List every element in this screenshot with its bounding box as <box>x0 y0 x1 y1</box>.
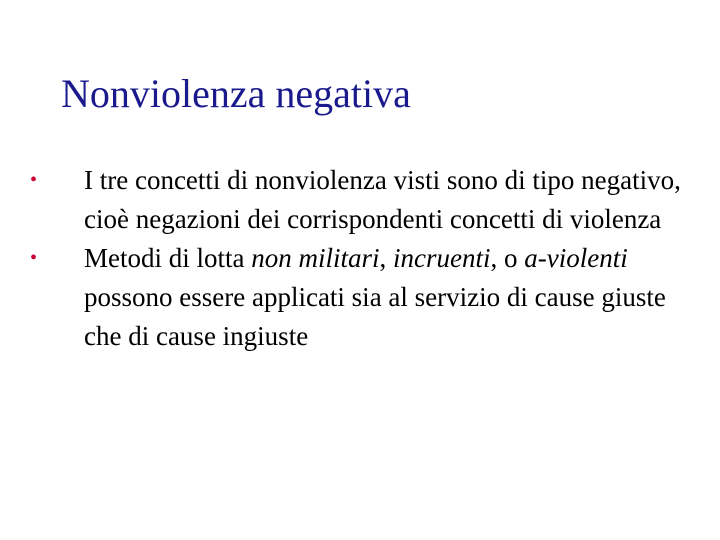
bullet-icon: • <box>30 247 38 269</box>
bullet-icon: • <box>30 169 38 191</box>
italic-text-segment: incruenti <box>393 243 491 273</box>
italic-text-segment: a-violenti <box>524 243 628 273</box>
text-segment: , o <box>490 243 525 273</box>
bullet-item <box>30 161 710 239</box>
bullet-list <box>30 161 710 356</box>
text-segment: I tre concetti di nonviolenza visti sono di tipo negativo, cioè negazioni dei corrispondenti concetti di violenza <box>84 165 681 234</box>
italic-text-segment: non militari <box>251 243 380 273</box>
text-segment: possono essere applicati sia al servizio di cause giuste che di cause ingiuste <box>84 282 666 351</box>
bullet-item <box>30 239 710 356</box>
bullet-text <box>84 243 666 351</box>
bullet-text <box>84 165 681 234</box>
text-segment: Metodi di lotta <box>84 243 252 273</box>
slide-title: Nonviolenza negativa <box>61 71 411 116</box>
text-segment: , <box>379 243 393 273</box>
